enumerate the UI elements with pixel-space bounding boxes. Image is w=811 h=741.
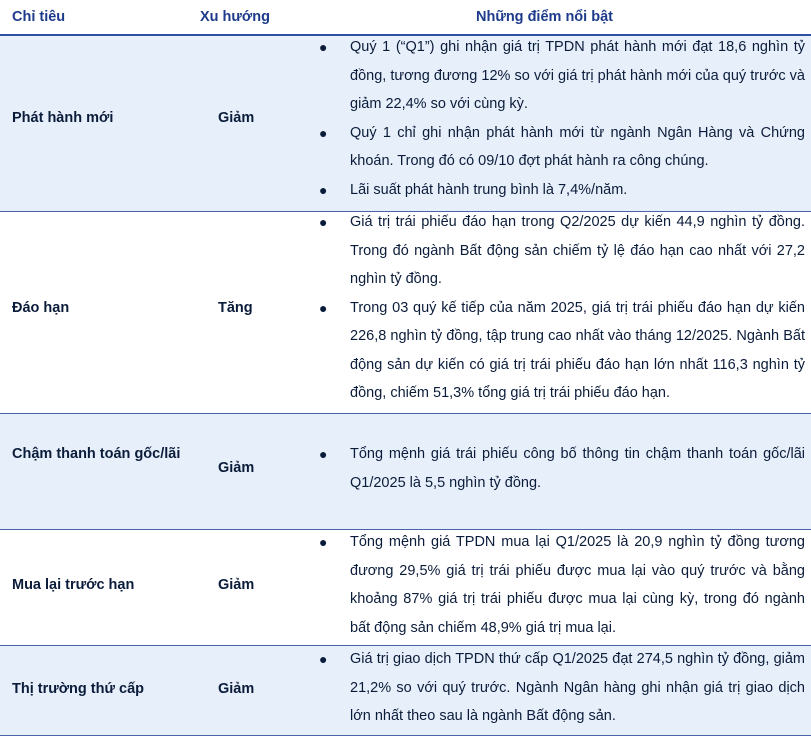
trend-label: Tăng — [218, 300, 253, 316]
trend-label: Giảm — [218, 460, 255, 476]
bullet-icon: ● — [319, 651, 328, 667]
table-row-early-redemption — [0, 530, 811, 646]
highlights-list — [319, 528, 805, 642]
highlights-list — [319, 440, 805, 497]
highlights-list — [319, 645, 805, 731]
list-item: ● Tổng mệnh giá TPDN mua lại Q1/2025 là 20,9 nghìn tỷ đồng tương đương 29,5% giá trị trái phiếu được mua lại vào quý trước và bằng khoảng 87% giá trị trái phiếu được mua lại cùng kỳ, trong đó ngành bất động sản chiếm 48,9% giá trị mua lại. — [319, 528, 805, 642]
indicator-label: Phát hành mới — [12, 110, 114, 126]
table-row-maturity — [0, 212, 811, 414]
table-header — [0, 0, 811, 36]
bullet-icon: ● — [319, 446, 328, 462]
highlights-list — [319, 208, 805, 408]
list-item: ● Giá trị trái phiếu đáo hạn trong Q2/2025 dự kiến 44,9 nghìn tỷ đồng. Trong đó ngành Bất động sản chiếm tỷ lệ đáo hạn cao nhất với 27,2 nghìn tỷ đồng. — [319, 208, 805, 294]
bullet-icon: ● — [319, 39, 328, 55]
header-highlights: Những điểm nổi bật — [476, 9, 613, 25]
bullet-icon: ● — [319, 124, 328, 141]
table-row-secondary-market — [0, 646, 811, 736]
list-item: ● Giá trị giao dịch TPDN thứ cấp Q1/2025 đạt 274,5 nghìn tỷ đồng, giảm 21,2% so với quý trước. Ngành Ngân hàng ghi nhận giá trị giao dịch lớn nhất theo sau là ngành Bất động sản. — [319, 645, 805, 731]
list-item: ● Quý 1 (“Q1”) ghi nhận giá trị TPDN phát hành mới đạt 18,6 nghìn tỷ đồng, tương đương 12% so với giá trị phát hành mới của quý trước và giảm 22,4% so với cùng kỳ. — [319, 33, 805, 119]
trend-label: Giảm — [218, 577, 255, 593]
bullet-icon: ● — [319, 181, 328, 198]
list-item: ● Tổng mệnh giá trái phiếu công bố thông tin chậm thanh toán gốc/lãi Q1/2025 là 5,5 nghìn tỷ đồng. — [319, 440, 805, 497]
indicator-label: Mua lại trước hạn — [12, 577, 135, 593]
table-row-new-issuance — [0, 36, 811, 212]
list-item: ● Lãi suất phát hành trung bình là 7,4%/năm. — [319, 176, 805, 205]
bullet-icon: ● — [319, 534, 328, 550]
table-row-late-payment — [0, 414, 811, 530]
list-item: ● Trong 03 quý kế tiếp của năm 2025, giá trị trái phiếu đáo hạn dự kiến 226,8 nghìn tỷ đồng, tập trung cao nhất vào tháng 12/2025. Ngành Bất động sản dự kiến có giá trị trái phiếu đáo hạn lớn nhất 116,3 nghìn tỷ đồng, chiếm 51,3% tổng giá trị trái phiếu đáo hạn. — [319, 294, 805, 408]
indicator-label: Đáo hạn — [12, 300, 70, 316]
header-indicator: Chỉ tiêu — [12, 9, 66, 25]
header-trend: Xu hướng — [200, 9, 270, 25]
trend-label: Giảm — [218, 681, 255, 697]
indicator-label: Thị trường thứ cấp — [12, 681, 144, 697]
highlights-list — [319, 33, 805, 204]
bullet-icon: ● — [319, 299, 328, 316]
trend-label: Giảm — [218, 110, 255, 126]
list-item: ● Quý 1 chỉ ghi nhận phát hành mới từ ngành Ngân Hàng và Chứng khoán. Trong đó có 09/10 đợt phát hành ra công chúng. — [319, 119, 805, 176]
indicator-label: Chậm thanh toán gốc/lãi — [12, 446, 181, 462]
bullet-icon: ● — [319, 214, 328, 230]
